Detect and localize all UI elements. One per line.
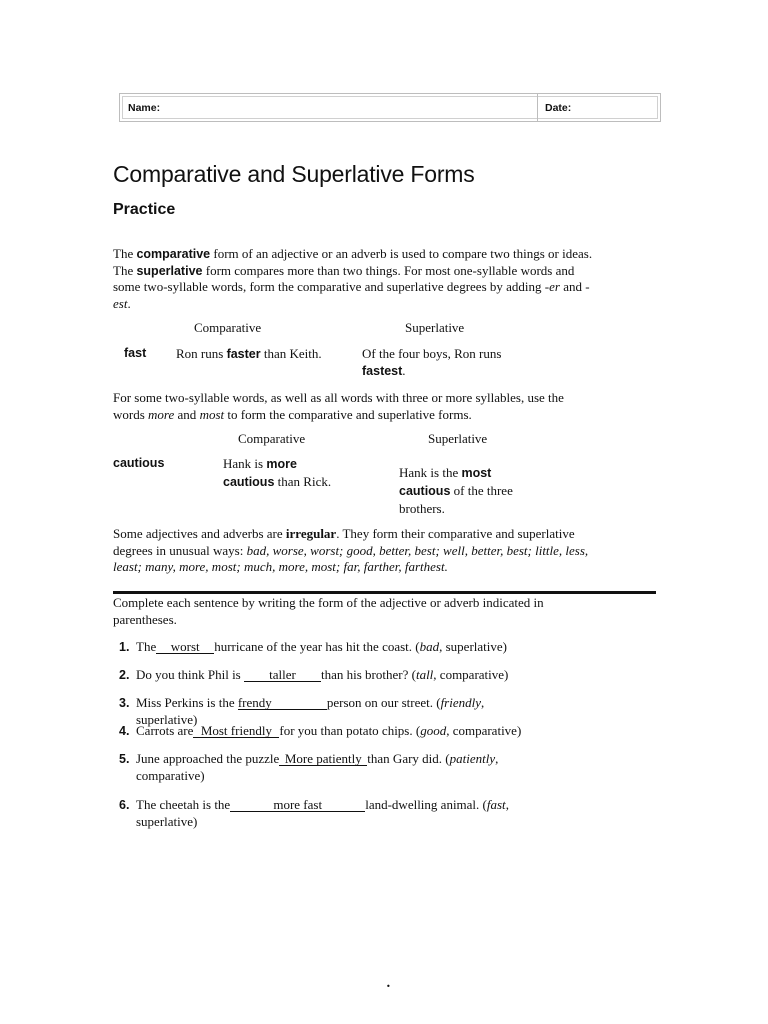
example2-comparative-sentence: Hank is more cautious than Rick. [223,456,332,489]
term-irregular: irregular [285,526,337,541]
question-number: 4. [119,724,130,738]
intro-paragraph: The comparative form of an adjective or an adverb is used to compare two things or ideas. The superlative form compares more than two things. For most one-syllable words and some two-syllable words, form the comparative and superlative degrees by adding -er and -est. [113,246,593,311]
example1-comparative-heading: Comparative [194,320,262,335]
example1-comparative-sentence: Ron runs faster than Keith. [176,346,322,361]
example1-superlative-sentence: Of the four boys, Ron runs fastest. [362,346,502,378]
example1-superlative-heading: Superlative [405,320,465,335]
page-subtitle: Practice [113,201,176,218]
page-title: Comparative and Superlative Forms [113,161,475,187]
question-number: 6. [119,798,130,812]
term-superlative: superlative [136,263,203,278]
name-date-inner-border [122,96,658,119]
footer-mark: • [386,982,391,991]
example2-superlative-heading: Superlative [428,431,488,446]
question-number: 3. [119,696,130,710]
example2-superlative-sentence: Hank is the most cautious of the three brothers. [399,465,513,516]
example2-word: cautious [113,456,165,470]
irregular-paragraph: Some adjectives and adverbs are irregular. They form their comparative and superlative degrees in unusual ways: bad, worse, worst; good, better, best; well, better, best; little, less, least; many, more, most; much, more, most; far, farther, farthest. [113,526,589,574]
section-divider [113,591,656,594]
example1-word: fast [124,346,147,360]
answer-blank[interactable]: More patiently [279,752,367,766]
question-number: 5. [119,752,130,766]
answer-blank[interactable]: Most friendly [193,724,279,738]
answer-blank[interactable]: worst [156,640,214,654]
question-number: 1. [119,640,130,654]
name-date-divider [537,94,538,121]
more-most-paragraph: For some two-syllable words, as well as all words with three or more syllables, use the words more and most to form the comparative and superlative forms. [113,390,564,422]
name-date-box [119,93,661,122]
name-label: Name: [128,102,161,114]
question-number: 2. [119,668,130,682]
term-comparative: comparative [136,247,211,261]
example2-comparative-heading: Comparative [238,431,306,446]
answer-blank[interactable]: frendy [238,696,327,710]
answer-blank[interactable]: more fast [230,798,365,812]
instructions: Complete each sentence by writing the form of the adjective or adverb indicated in parentheses. [113,595,544,627]
answer-blank[interactable]: taller [244,668,321,682]
date-label: Date: [545,102,572,114]
